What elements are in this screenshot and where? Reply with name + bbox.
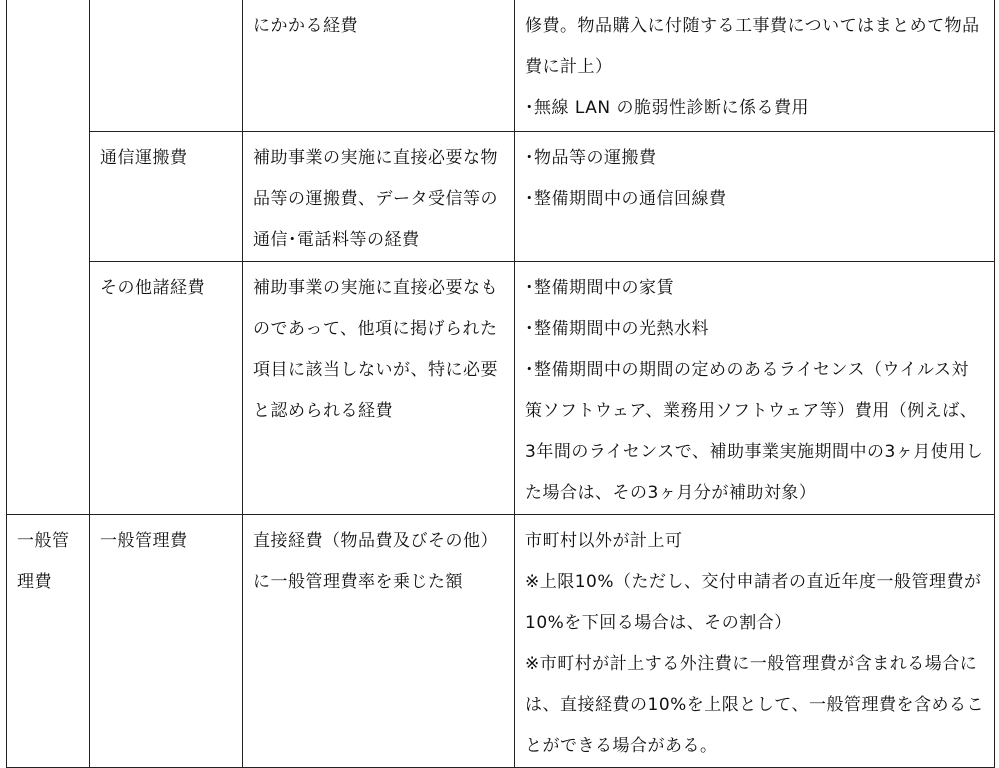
examples-cell bbox=[515, 514, 995, 767]
example-text: ･整備期間中の通信回線費 bbox=[525, 188, 727, 209]
definition-text: 直接経費（物品費及びその他）に一般管理費率を乗じた額 bbox=[253, 530, 498, 592]
expense-table bbox=[6, 0, 995, 768]
definition-cell bbox=[243, 0, 515, 131]
example-text: ※市町村が計上する外注費に一般管理費が含まれる場合には、直接経費の10%を上限として、一般管理費を含めることができる場合がある。 bbox=[525, 653, 984, 756]
example-text: ･無線 LAN の脆弱性診断に係る費用 bbox=[525, 98, 810, 118]
table-row bbox=[7, 514, 995, 767]
definition-text: にかかる経費 bbox=[253, 16, 358, 36]
definition-text: 補助事業の実施に直接必要なものであって、他項に掲げられた項目に該当しないが、特に必要と認められる経費 bbox=[253, 277, 498, 421]
example-text: ･整備期間中の光熱水料 bbox=[525, 318, 709, 339]
item-cell bbox=[90, 261, 243, 514]
table-row bbox=[7, 0, 995, 131]
definition-cell bbox=[243, 514, 515, 767]
examples-cell bbox=[515, 0, 995, 131]
example-text: ※上限10%（ただし、交付申請者の直近年度一般管理費が10%を下回る場合は、その割合） bbox=[525, 571, 982, 633]
example-text: ･整備期間中の期間の定めのあるライセンス（ウイルス対策ソフトウェア、業務用ソフトウェア等）費用（例えば、3年間のライセンスで、補助事業実施期間中の3ヶ月使用した場合は、その3ヶ月分が補助対象） bbox=[525, 359, 984, 503]
item-cell bbox=[90, 131, 243, 261]
example-text: 修費。物品購入に付随する工事費についてはまとめて物品費に計上） bbox=[525, 16, 980, 77]
definition-cell bbox=[243, 261, 515, 514]
example-text: ･整備期間中の家賃 bbox=[525, 277, 674, 298]
item-label: その他諸経費 bbox=[100, 277, 205, 298]
example-text: ･物品等の運搬費 bbox=[525, 147, 657, 168]
item-cell bbox=[90, 514, 243, 767]
category-cell bbox=[7, 0, 90, 514]
category-label: 一般管理費 bbox=[17, 530, 70, 592]
table-row bbox=[7, 131, 995, 261]
item-label: 一般管理費 bbox=[100, 530, 188, 551]
category-cell bbox=[7, 514, 90, 767]
examples-cell bbox=[515, 261, 995, 514]
definition-cell bbox=[243, 131, 515, 261]
examples-cell bbox=[515, 131, 995, 261]
table-row bbox=[7, 261, 995, 514]
item-label: 通信運搬費 bbox=[100, 147, 188, 168]
item-cell bbox=[90, 0, 243, 131]
example-text: 市町村以外が計上可 bbox=[525, 530, 683, 551]
definition-text: 補助事業の実施に直接必要な物品等の運搬費、データ受信等の通信･電話料等の経費 bbox=[253, 147, 498, 250]
